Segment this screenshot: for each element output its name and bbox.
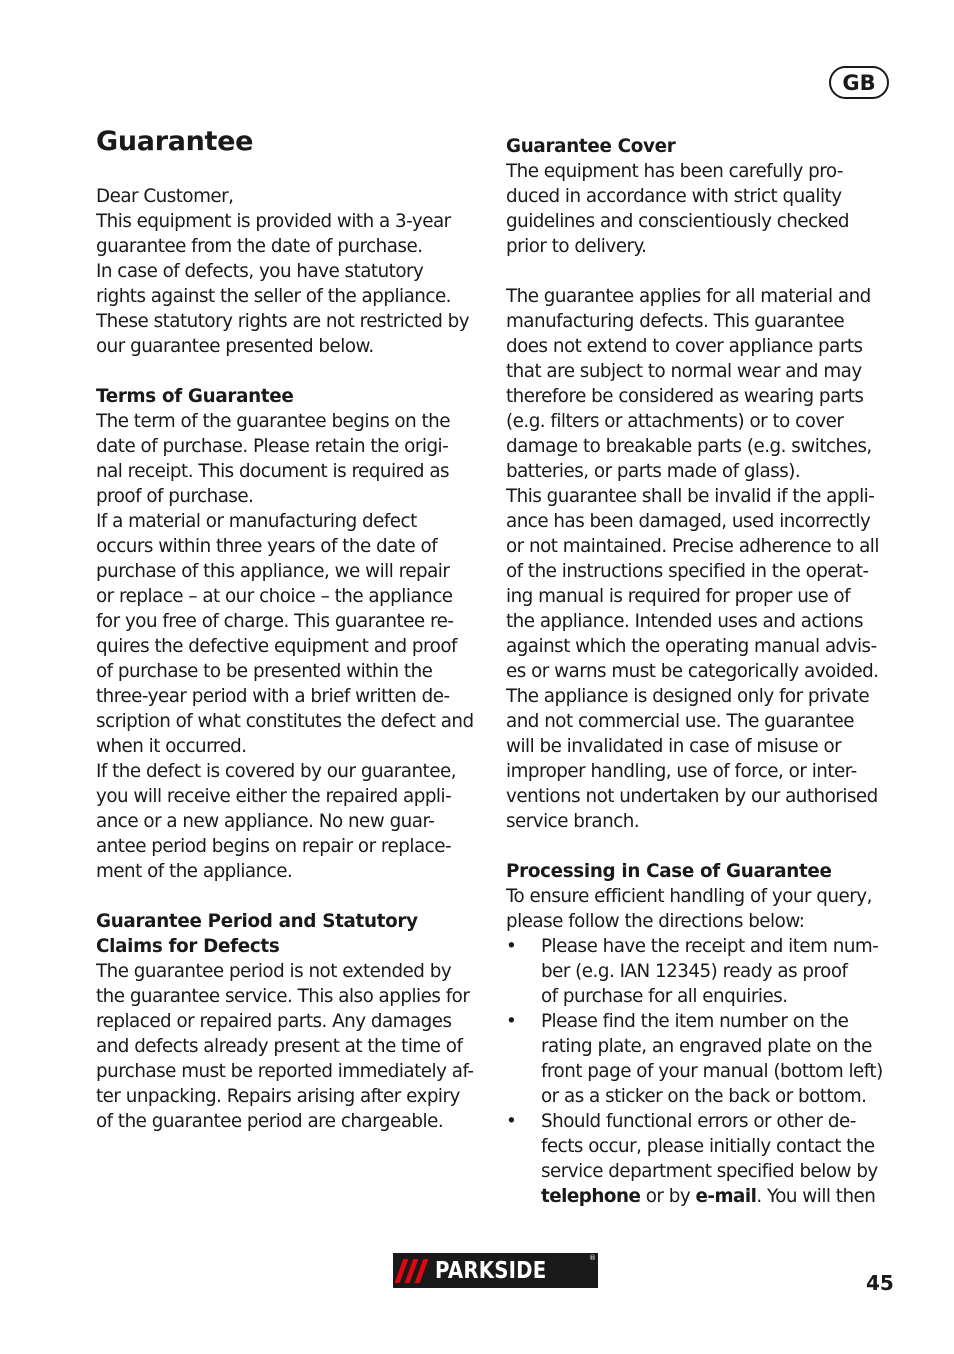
text-line: To ensure efficient handling of your query, — [506, 886, 872, 907]
text-line: please follow the directions below: — [506, 911, 805, 932]
text-line: front page of your manual (bottom left) — [541, 1061, 883, 1082]
text-line: the appliance. Intended uses and actions — [506, 611, 864, 632]
cover-body-paragraph — [506, 284, 894, 834]
text-line: of the guarantee period are chargeable. — [96, 1111, 444, 1132]
page-title: Guarantee — [96, 126, 254, 157]
text-line: (e.g. filters or attachments) or to cover — [506, 411, 844, 432]
email-emphasis: e-mail — [695, 1186, 757, 1207]
text-line: of purchase to be presented within the — [96, 661, 433, 682]
text-line: ventions not undertaken by our authorised — [506, 786, 878, 807]
text-line: replaced or repaired parts. Any damages — [96, 1011, 452, 1032]
text-line: guarantee from the date of purchase. — [96, 236, 423, 257]
text-line: guidelines and conscientiously checked — [506, 211, 849, 232]
period-heading — [96, 909, 481, 959]
text-line: or as a sticker on the back or bottom. — [541, 1086, 867, 1107]
text-line: purchase must be reported immediately af- — [96, 1061, 474, 1082]
text-line: therefore be considered as wearing parts — [506, 386, 864, 407]
text-line: proof of purchase. — [96, 486, 254, 507]
text-line: ing manual is required for proper use of — [506, 586, 850, 607]
text-line: The appliance is designed only for private — [506, 686, 870, 707]
cover-intro-paragraph — [506, 159, 894, 259]
text-line: The guarantee applies for all material and — [506, 286, 871, 307]
text-line: damage to breakable parts (e.g. switches, — [506, 436, 872, 457]
text-line: These statutory rights are not restricted by — [96, 311, 470, 332]
text-line: or not maintained. Precise adherence to all — [506, 536, 879, 557]
text-line: service branch. — [506, 811, 640, 832]
text-line: batteries, or parts made of glass). — [506, 461, 801, 482]
text-line: of the instructions specified in the operat- — [506, 561, 869, 582]
text-line: that are subject to normal wear and may — [506, 361, 862, 382]
text-line: Should functional errors or other de- — [541, 1111, 856, 1132]
left-column — [96, 184, 481, 1134]
text-line: The guarantee period is not extended by — [96, 961, 452, 982]
text-fragment: . You will then — [756, 1186, 876, 1207]
text-line: manufacturing defects. This guarantee — [506, 311, 845, 332]
text-line: If a material or manufacturing defect — [96, 511, 417, 532]
terms-heading: Terms of Guarantee — [96, 386, 294, 407]
text-line: In case of defects, you have statutory — [96, 261, 424, 282]
text-line: ter unpacking. Repairs arising after expiry — [96, 1086, 460, 1107]
text-line: prior to delivery. — [506, 236, 647, 257]
text-line: and not commercial use. The guarantee — [506, 711, 855, 732]
text-line: ance or a new appliance. No new guar- — [96, 811, 435, 832]
text-line: fects occur, please initially contact the — [541, 1136, 875, 1157]
text-line: the guarantee service. This also applies for — [96, 986, 470, 1007]
page-number: 45 — [866, 1271, 894, 1295]
text-line: scription of what constitutes the defect and — [96, 711, 474, 732]
heading-line: Claims for Defects — [96, 936, 280, 957]
text-line: purchase of this appliance, we will repair — [96, 561, 450, 582]
text-line: Please find the item number on the — [541, 1011, 849, 1032]
processing-steps-list — [506, 934, 894, 1209]
telephone-emphasis: telephone — [541, 1186, 641, 1207]
text-line: improper handling, use of force, or inter- — [506, 761, 857, 782]
period-paragraph — [96, 959, 481, 1134]
parkside-logo — [393, 1253, 598, 1288]
text-line: rights against the seller of the appliance. — [96, 286, 451, 307]
text-line: you will receive either the repaired appli- — [96, 786, 452, 807]
text-line: Please have the receipt and item num- — [541, 936, 879, 957]
text-fragment: or by — [640, 1186, 696, 1207]
text-line: or replace – at our choice – the appliance — [96, 586, 453, 607]
registered-mark: ® — [589, 1254, 596, 1262]
text-line: rating plate, an engraved plate on the — [541, 1036, 872, 1057]
text-line: and defects already present at the time of — [96, 1036, 463, 1057]
text-line: date of purchase. Please retain the origi- — [96, 436, 449, 457]
text-line: ment of the appliance. — [96, 861, 293, 882]
text-line: This equipment is provided with a 3-year — [96, 211, 451, 232]
text-line: Dear Customer, — [96, 186, 234, 207]
text-line: The term of the guarantee begins on the — [96, 411, 450, 432]
text-line: for you free of charge. This guarantee re- — [96, 611, 454, 632]
text-line: es or warns must be categorically avoided. — [506, 661, 879, 682]
cover-heading: Guarantee Cover — [506, 136, 676, 157]
processing-intro — [506, 884, 894, 934]
terms-paragraph — [96, 409, 481, 884]
list-item — [506, 934, 894, 1009]
text-line: The equipment has been carefully pro- — [506, 161, 843, 182]
text-line: service department specified below by — [541, 1161, 878, 1182]
text-line: This guarantee shall be invalid if the appli- — [506, 486, 875, 507]
text-line: nal receipt. This document is required as — [96, 461, 450, 482]
text-line: ber (e.g. IAN 12345) ready as proof — [541, 961, 848, 982]
text-line — [541, 1184, 894, 1209]
intro-paragraph — [96, 184, 481, 359]
text-line: when it occurred. — [96, 736, 247, 757]
processing-heading: Processing in Case of Guarantee — [506, 861, 832, 882]
text-line: our guarantee presented below. — [96, 336, 374, 357]
bullet-mark: • — [506, 936, 517, 957]
text-line: occurs within three years of the date of — [96, 536, 438, 557]
language-badge: GB — [829, 66, 889, 99]
text-line: ance has been damaged, used incorrectly — [506, 511, 871, 532]
bullet-mark: • — [506, 1011, 517, 1032]
bullet-mark: • — [506, 1111, 517, 1132]
list-item — [506, 1109, 894, 1209]
text-line: will be invalidated in case of misuse or — [506, 736, 842, 757]
text-line: duced in accordance with strict quality — [506, 186, 842, 207]
text-line: three-year period with a brief written de- — [96, 686, 450, 707]
text-line: against which the operating manual advis- — [506, 636, 877, 657]
logo-slashes-icon — [399, 1259, 429, 1283]
text-line: of purchase for all enquiries. — [541, 986, 788, 1007]
text-line: does not extend to cover appliance parts — [506, 336, 863, 357]
text-line: antee period begins on repair or replace- — [96, 836, 452, 857]
text-line: quires the defective equipment and proof — [96, 636, 457, 657]
heading-line: Guarantee Period and Statutory — [96, 911, 418, 932]
right-column — [506, 134, 894, 1209]
text-line: If the defect is covered by our guarantee, — [96, 761, 457, 782]
logo-brand-text: PARKSIDE — [435, 1257, 547, 1284]
list-item — [506, 1009, 894, 1109]
